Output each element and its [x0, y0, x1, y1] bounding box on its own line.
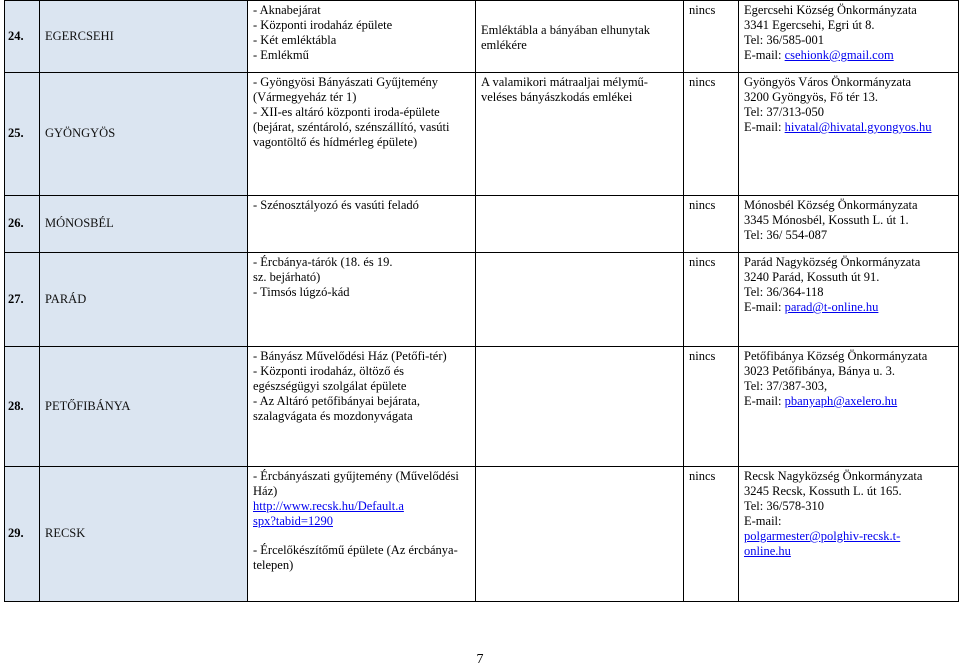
site-item: sz. bejárható): [253, 270, 321, 284]
remembrance-cell: [476, 1, 684, 73]
site-item: - Emlékmű: [253, 48, 309, 62]
remembrance-cell: [476, 73, 684, 196]
sites-cell: [248, 253, 476, 347]
email-link[interactable]: pbanyaph@axelero.hu: [784, 394, 898, 408]
website-link[interactable]: [253, 499, 471, 529]
site-item: - Központi irodaház épülete: [253, 18, 393, 32]
contact-email-line: [744, 300, 954, 315]
table-row: [5, 347, 959, 467]
nincs-cell: nincs: [684, 1, 739, 73]
row-number: 29.: [5, 467, 40, 602]
site-item: - XII-es altáró központi iroda-épülete (bejárat, széntároló, szénszállító, vasúti vagontöltő és hídmérleg épülete): [253, 105, 453, 149]
row-number: 28.: [5, 347, 40, 467]
contact-name: Petőfibánya Község Önkormányzata: [744, 349, 928, 363]
nincs-cell: nincs: [684, 253, 739, 347]
nincs-cell: nincs: [684, 347, 739, 467]
contact-cell: [739, 73, 959, 196]
contact-phone: Tel: 37/387-303,: [744, 379, 828, 393]
contact-email-line: [744, 48, 954, 63]
table-row: [5, 1, 959, 73]
site-item: - Bányász Művelődési Ház (Petőfi-tér): [253, 349, 447, 363]
site-item: - Ércelőkészítőmű épülete (Az ércbánya-telepen): [253, 543, 458, 572]
site-item: - Központi irodaház, öltöző és egészségügyi szolgálat épülete: [253, 364, 408, 393]
contact-address: 3345 Mónosbél, Kossuth L. út 1.: [744, 213, 909, 227]
email-link[interactable]: parad@t-online.hu: [784, 300, 879, 314]
sites-cell: [248, 347, 476, 467]
contact-cell: [739, 467, 959, 602]
heritage-sites-table: [4, 0, 959, 602]
email-link[interactable]: [744, 529, 954, 559]
remembrance-cell: [476, 253, 684, 347]
email-link[interactable]: hivatal@hivatal.gyongyos.hu: [784, 120, 932, 134]
nincs-cell: nincs: [684, 196, 739, 253]
website-link-part[interactable]: spx?tabid=1290: [253, 514, 333, 528]
contact-name: Gyöngyös Város Önkormányzata: [744, 75, 912, 89]
sites-cell: [248, 467, 476, 602]
contact-address: 3245 Recsk, Kossuth L. út 165.: [744, 484, 902, 498]
row-number: 25.: [5, 73, 40, 196]
contact-cell: [739, 253, 959, 347]
contact-address: 3240 Parád, Kossuth út 91.: [744, 270, 880, 284]
contact-email-line: [744, 120, 954, 135]
contact-address: 3200 Gyöngyös, Fő tér 13.: [744, 90, 879, 104]
sites-cell: [248, 1, 476, 73]
site-item: - Timsós lúgzó-kád: [253, 285, 350, 299]
table-row: [5, 467, 959, 602]
site-item: - Két emléktábla: [253, 33, 337, 47]
contact-phone: Tel: 36/585-001: [744, 33, 825, 47]
sites-cell: [248, 196, 476, 253]
contact-name: Mónosbél Község Önkormányzata: [744, 198, 918, 212]
site-item: - Ércbánya-tárók (18. és 19.: [253, 255, 393, 269]
table-row: [5, 196, 959, 253]
settlement-name: GYÖNGYÖS: [40, 73, 248, 196]
remembrance-text: A valamikori mátraaljai mélymű-: [481, 75, 648, 89]
nincs-cell: nincs: [684, 467, 739, 602]
settlement-name: MÓNOSBÉL: [40, 196, 248, 253]
contact-phone: Tel: 36/ 554-087: [744, 228, 828, 242]
contact-address: 3341 Egercsehi, Egri út 8.: [744, 18, 875, 32]
row-number: 24.: [5, 1, 40, 73]
email-link-part[interactable]: polgarmester@polghiv-recsk.t-: [744, 529, 901, 543]
settlement-name: RECSK: [40, 467, 248, 602]
table-row: [5, 253, 959, 347]
email-label: E-mail:: [744, 514, 782, 528]
remembrance-cell: [476, 196, 684, 253]
nincs-cell: nincs: [684, 73, 739, 196]
contact-phone: Tel: 37/313-050: [744, 105, 825, 119]
remembrance-cell: [476, 347, 684, 467]
contact-phone: Tel: 36/364-118: [744, 285, 824, 299]
contact-cell: [739, 1, 959, 73]
remembrance-text: veléses bányászkodás emlékei: [481, 90, 633, 104]
website-link-part[interactable]: http://www.recsk.hu/Default.a: [253, 499, 404, 513]
settlement-name: PETŐFIBÁNYA: [40, 347, 248, 467]
remembrance-cell: [476, 467, 684, 602]
remembrance-text: Emléktábla a bányában elhunytak emlékére: [481, 23, 654, 52]
settlement-name: PARÁD: [40, 253, 248, 347]
site-item: - Szénosztályozó és vasúti feladó: [253, 198, 419, 212]
contact-email-line: [744, 394, 954, 409]
email-label: E-mail:: [744, 300, 785, 314]
row-number: 27.: [5, 253, 40, 347]
sites-cell: [248, 73, 476, 196]
contact-address: 3023 Petőfibánya, Bánya u. 3.: [744, 364, 896, 378]
site-item: - Ércbányászati gyűjtemény (Művelődési Ház): [253, 469, 462, 498]
email-label: E-mail:: [744, 48, 785, 62]
contact-cell: [739, 347, 959, 467]
contact-name: Egercsehi Község Önkormányzata: [744, 3, 917, 17]
contact-name: Recsk Nagyközség Önkormányzata: [744, 469, 923, 483]
site-item: - Az Altáró petőfibányai bejárata, szalagvágata és mozdonyvágata: [253, 394, 424, 423]
email-label: E-mail:: [744, 120, 785, 134]
email-link[interactable]: csehionk@gmail.com: [784, 48, 894, 62]
contact-cell: [739, 196, 959, 253]
table-row: [5, 73, 959, 196]
contact-name: Parád Nagyközség Önkormányzata: [744, 255, 921, 269]
settlement-name: EGERCSEHI: [40, 1, 248, 73]
row-number: 26.: [5, 196, 40, 253]
site-item: - Aknabejárat: [253, 3, 321, 17]
page-number: 7: [476, 652, 484, 667]
email-link-part[interactable]: online.hu: [744, 544, 791, 558]
site-item: - Gyöngyösi Bányászati Gyűjtemény (Vármegyeház tér 1): [253, 75, 442, 104]
contact-phone: Tel: 36/578-310: [744, 499, 825, 513]
email-label: E-mail:: [744, 394, 785, 408]
